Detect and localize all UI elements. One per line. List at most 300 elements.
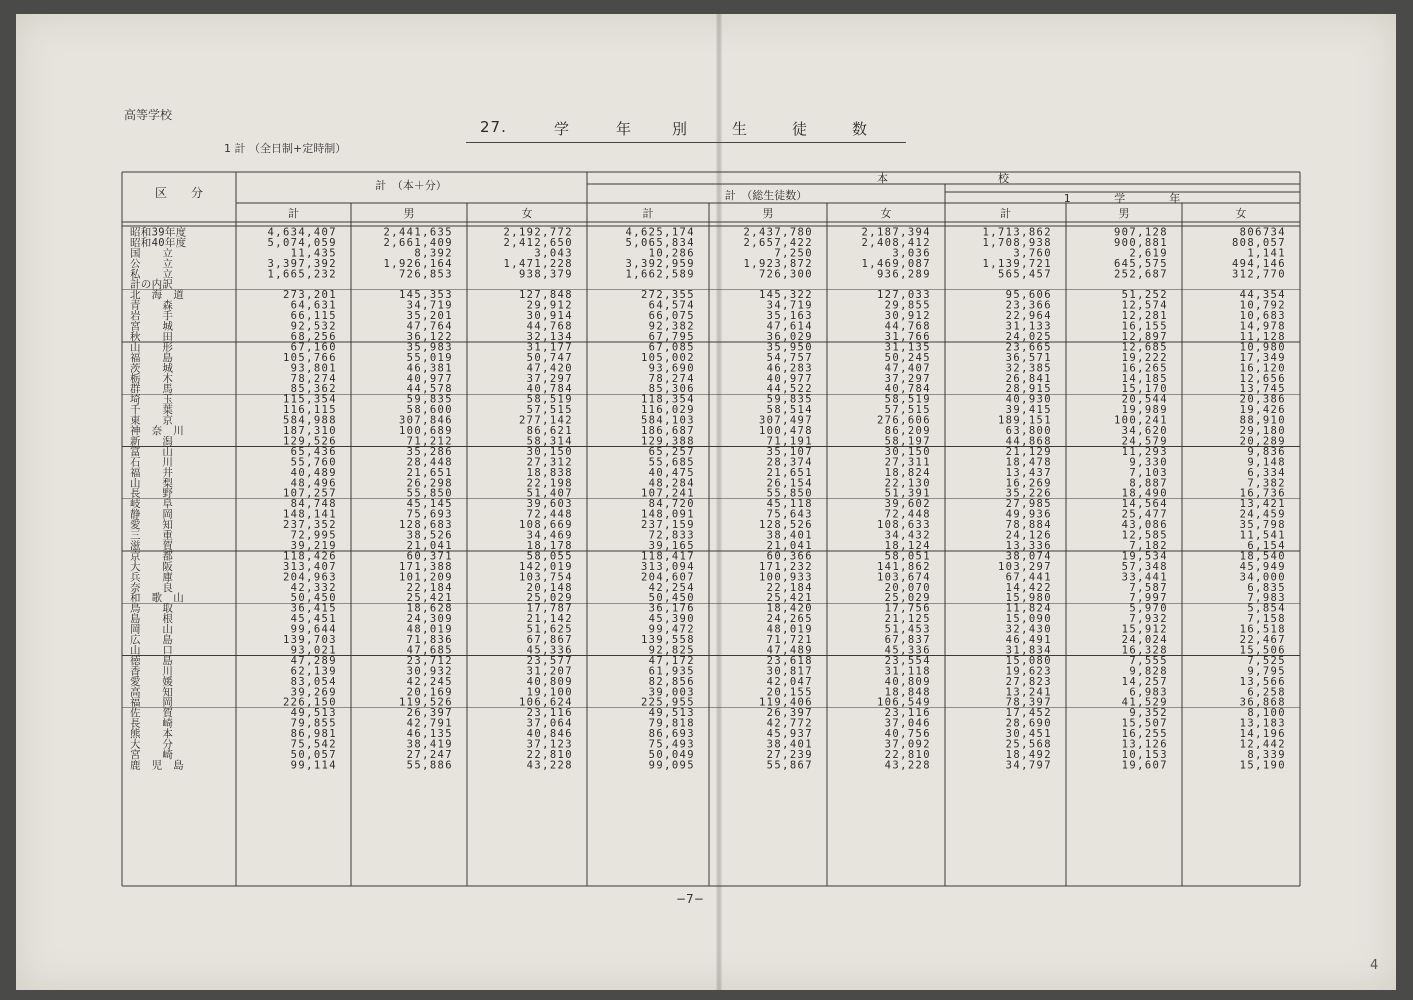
cell-value: 6,258 xyxy=(1247,686,1286,699)
subheader-total: 計 xyxy=(642,207,654,220)
row-label: 岩 手 xyxy=(130,310,174,323)
cell-value: 84,720 xyxy=(648,498,695,511)
cell-value: 86,209 xyxy=(884,425,931,437)
cell-value: 119,406 xyxy=(758,696,813,709)
cell-value: 58,314 xyxy=(526,435,573,448)
cell-value: 6,983 xyxy=(1129,686,1168,699)
cell-value: 35,950 xyxy=(766,341,813,354)
cell-value: 5,854 xyxy=(1247,602,1286,615)
cell-value: 48,496 xyxy=(290,477,337,490)
cell-value: 34,469 xyxy=(526,529,573,542)
cell-value: 23,554 xyxy=(884,654,931,667)
cell-value: 17,452 xyxy=(1005,707,1052,720)
cell-value: 99,095 xyxy=(648,759,695,772)
subheader-female: 女 xyxy=(880,207,892,220)
cell-value: 38,419 xyxy=(406,738,453,751)
row-label: 昭和40年度 xyxy=(130,236,187,249)
cell-value: 22,130 xyxy=(884,477,931,490)
cell-value: 11,435 xyxy=(290,247,337,260)
cell-value: 48,019 xyxy=(406,623,453,636)
cell-value: 40,977 xyxy=(406,372,453,385)
cell-value: 8,887 xyxy=(1129,477,1168,490)
cell-value: 43,228 xyxy=(884,759,931,772)
cell-value: 18,178 xyxy=(526,539,573,552)
cell-value: 45,390 xyxy=(648,613,695,626)
cell-value: 11,824 xyxy=(1005,602,1052,615)
cell-value: 47,289 xyxy=(290,654,337,667)
cell-value: 75,542 xyxy=(290,738,337,751)
cell-value: 36,122 xyxy=(406,330,453,343)
cell-value: 32,385 xyxy=(1005,362,1052,375)
cell-value: 45,949 xyxy=(1239,560,1286,573)
cell-value: 83,054 xyxy=(290,675,337,688)
row-label: 昭和39年度 xyxy=(130,226,187,239)
cell-value: 10,792 xyxy=(1239,299,1286,312)
cell-value: 27,247 xyxy=(406,748,453,761)
cell-value: 12,442 xyxy=(1239,738,1286,751)
cell-value: 100,933 xyxy=(758,571,813,584)
cell-value: 808,057 xyxy=(1231,236,1286,249)
title-char: 27. xyxy=(480,118,507,136)
cell-value: 42,245 xyxy=(406,675,453,688)
cell-value: 39,165 xyxy=(648,539,695,552)
cell-value: 21,142 xyxy=(526,613,573,626)
cell-value: 7,250 xyxy=(774,247,813,260)
cell-value: 28,690 xyxy=(1005,717,1052,730)
cell-value: 237,159 xyxy=(640,519,695,532)
cell-value: 55,760 xyxy=(290,456,337,469)
cell-value: 128,683 xyxy=(398,519,453,532)
cell-value: 36,868 xyxy=(1239,696,1286,709)
cell-value: 15,980 xyxy=(1005,592,1052,605)
cell-value: 20,386 xyxy=(1239,393,1286,406)
cell-value: 565,457 xyxy=(997,268,1052,281)
row-label: 徳 島 xyxy=(130,654,174,667)
cell-value: 1,708,938 xyxy=(982,236,1052,249)
cell-value: 21,129 xyxy=(1005,445,1052,458)
cell-value: 225,955 xyxy=(640,696,695,709)
row-label: 和 歌 山 xyxy=(130,592,184,605)
title-char: 学 xyxy=(554,120,571,138)
cell-value: 72,833 xyxy=(648,529,695,542)
title-char: 生 xyxy=(732,120,749,138)
cell-value: 49,936 xyxy=(1005,508,1052,521)
cell-value: 204,963 xyxy=(282,571,337,584)
cell-value: 93,801 xyxy=(290,362,337,375)
header-total-group: 計 （本＋分） xyxy=(375,179,447,192)
cell-value: 307,846 xyxy=(398,414,453,427)
cell-value: 15,506 xyxy=(1239,644,1286,657)
cell-value: 30,150 xyxy=(526,445,573,458)
cell-value: 18,540 xyxy=(1239,550,1286,563)
cell-value: 19,534 xyxy=(1121,550,1168,563)
cell-value: 139,703 xyxy=(282,634,337,646)
cell-value: 494,146 xyxy=(1231,257,1286,270)
row-label: 熊 本 xyxy=(130,728,174,741)
cell-value: 15,912 xyxy=(1121,623,1168,636)
cell-value: 103,674 xyxy=(876,571,931,584)
subheader-female: 女 xyxy=(1235,207,1247,220)
cell-value: 726,853 xyxy=(398,268,453,281)
cell-value: 45,118 xyxy=(766,498,813,511)
cell-value: 42,047 xyxy=(766,675,813,688)
row-label: 大 分 xyxy=(130,738,174,751)
cell-value: 40,784 xyxy=(884,383,931,396)
cell-value: 22,467 xyxy=(1239,634,1286,646)
cell-value: 148,091 xyxy=(640,508,695,521)
cell-value: 127,033 xyxy=(876,289,931,302)
cell-value: 7,555 xyxy=(1129,654,1168,667)
cell-value: 4,625,174 xyxy=(625,226,695,239)
cell-value: 50,450 xyxy=(648,592,695,605)
cell-value: 86,693 xyxy=(648,728,695,741)
cell-value: 9,330 xyxy=(1129,456,1168,469)
cell-value: 60,371 xyxy=(406,550,453,563)
cell-value: 18,848 xyxy=(884,686,931,699)
cell-value: 30,932 xyxy=(406,665,453,678)
cell-value: 16,736 xyxy=(1239,487,1286,500)
cell-value: 55,685 xyxy=(648,456,695,469)
row-label: 広 島 xyxy=(130,634,174,646)
cell-value: 35,163 xyxy=(766,310,813,323)
cell-value: 79,855 xyxy=(290,717,337,730)
header-division: 区 分 xyxy=(154,186,204,200)
cell-value: 7,103 xyxy=(1129,466,1168,479)
cell-value: 4,634,407 xyxy=(267,226,337,239)
subheader-female: 女 xyxy=(521,207,533,220)
cell-value: 10,286 xyxy=(648,247,695,260)
cell-value: 30,150 xyxy=(884,445,931,458)
cell-value: 9,836 xyxy=(1247,445,1286,458)
cell-value: 23,665 xyxy=(1005,341,1052,354)
cell-value: 50,245 xyxy=(884,351,931,364)
cell-value: 55,850 xyxy=(766,487,813,500)
cell-value: 36,571 xyxy=(1005,351,1052,364)
cell-value: 22,198 xyxy=(526,477,573,490)
cell-value: 12,585 xyxy=(1121,529,1168,542)
cell-value: 12,574 xyxy=(1121,299,1168,312)
cell-value: 101,209 xyxy=(398,571,453,584)
row-label: 鳥 取 xyxy=(130,602,174,615)
row-label: 新 潟 xyxy=(130,435,174,448)
row-label: 秋 田 xyxy=(130,330,174,343)
cell-value: 36,176 xyxy=(648,602,695,615)
cell-value: 103,754 xyxy=(518,571,573,584)
cell-value: 47,685 xyxy=(406,644,453,657)
cell-value: 17,756 xyxy=(884,602,931,615)
cell-value: 64,574 xyxy=(648,299,695,312)
cell-value: 62,139 xyxy=(290,665,337,678)
cell-value: 85,362 xyxy=(290,383,337,396)
cell-value: 51,453 xyxy=(884,623,931,636)
cell-value: 39,602 xyxy=(884,498,931,511)
cell-value: 13,126 xyxy=(1121,738,1168,751)
cell-value: 100,241 xyxy=(1113,414,1168,427)
cell-value: 31,834 xyxy=(1005,644,1052,657)
cell-value: 34,719 xyxy=(406,299,453,312)
cell-value: 38,074 xyxy=(1005,550,1052,563)
cell-value: 39,603 xyxy=(526,498,573,511)
cell-value: 88,910 xyxy=(1239,414,1286,427)
cell-value: 71,191 xyxy=(766,435,813,448)
cell-value: 20,155 xyxy=(766,686,813,699)
cell-value: 55,019 xyxy=(406,351,453,364)
cell-value: 13,183 xyxy=(1239,717,1286,730)
cell-value: 7,525 xyxy=(1247,654,1286,667)
cell-value: 145,353 xyxy=(398,289,453,302)
cell-value: 3,760 xyxy=(1013,247,1052,260)
cell-value: 37,092 xyxy=(884,738,931,751)
cell-value: 50,747 xyxy=(526,351,573,364)
cell-value: 14,185 xyxy=(1121,372,1168,385)
cell-value: 15,080 xyxy=(1005,654,1052,667)
cell-value: 3,036 xyxy=(892,247,931,260)
cell-value: 50,049 xyxy=(648,748,695,761)
cell-value: 71,212 xyxy=(406,435,453,448)
cell-value: 64,631 xyxy=(290,299,337,312)
cell-value: 45,145 xyxy=(406,498,453,511)
cell-value: 26,154 xyxy=(766,477,813,490)
cell-value: 1,665,232 xyxy=(267,268,337,281)
cell-value: 14,422 xyxy=(1005,581,1052,594)
cell-value: 23,116 xyxy=(526,707,573,720)
cell-value: 106,624 xyxy=(518,696,573,709)
cell-value: 6,334 xyxy=(1247,466,1286,479)
cell-value: 47,489 xyxy=(766,644,813,657)
cell-value: 10,980 xyxy=(1239,341,1286,354)
cell-value: 3,397,392 xyxy=(267,257,337,270)
cell-value: 21,125 xyxy=(884,613,931,626)
cell-value: 44,868 xyxy=(1005,435,1052,448)
row-label: 島 根 xyxy=(130,613,174,626)
cell-value: 34,000 xyxy=(1239,571,1286,584)
cell-value: 14,978 xyxy=(1239,320,1286,333)
cell-value: 58,197 xyxy=(884,435,931,448)
row-label: 静 岡 xyxy=(130,508,174,521)
cell-value: 103,297 xyxy=(997,560,1052,573)
cell-value: 40,756 xyxy=(884,728,931,741)
cell-value: 95,606 xyxy=(1005,289,1052,302)
cell-value: 35,983 xyxy=(406,341,453,354)
cell-value: 93,690 xyxy=(648,362,695,375)
row-label: 愛 知 xyxy=(130,519,174,532)
cell-value: 30,914 xyxy=(526,310,573,323)
cell-value: 17,787 xyxy=(526,602,573,615)
cell-value: 84,748 xyxy=(290,498,337,511)
subheader-male: 男 xyxy=(1118,207,1130,220)
row-label: 埼 玉 xyxy=(130,393,174,406)
cell-value: 19,426 xyxy=(1239,404,1286,417)
cell-value: 45,336 xyxy=(884,644,931,657)
cell-value: 12,656 xyxy=(1239,372,1286,385)
cell-value: 171,232 xyxy=(758,560,813,573)
cell-value: 34,719 xyxy=(766,299,813,312)
cell-value: 20,289 xyxy=(1239,435,1286,448)
cell-value: 7,587 xyxy=(1129,581,1168,594)
cell-value: 85,306 xyxy=(648,383,695,396)
cell-value: 16,265 xyxy=(1121,362,1168,375)
cell-value: 313,407 xyxy=(282,560,337,573)
cell-value: 100,478 xyxy=(758,425,813,437)
cell-value: 3,392,959 xyxy=(625,257,695,270)
cell-value: 119,526 xyxy=(398,696,453,709)
cell-value: 47,614 xyxy=(766,320,813,333)
cell-value: 273,201 xyxy=(282,289,337,302)
cell-value: 25,477 xyxy=(1121,508,1168,521)
cell-value: 35,798 xyxy=(1239,519,1286,532)
cell-value: 26,298 xyxy=(406,477,453,490)
cell-value: 65,257 xyxy=(648,445,695,458)
cell-value: 1,923,872 xyxy=(743,257,813,270)
cell-value: 66,075 xyxy=(648,310,695,323)
cell-value: 60,366 xyxy=(766,550,813,563)
cell-value: 129,388 xyxy=(640,435,695,448)
cell-value: 71,836 xyxy=(406,634,453,646)
row-label: 群 馬 xyxy=(130,383,174,396)
row-label: 奈 良 xyxy=(130,581,174,594)
cell-value: 31,133 xyxy=(1005,320,1052,333)
cell-value: 45,336 xyxy=(526,644,573,657)
cell-value: 141,862 xyxy=(876,560,931,573)
cell-value: 46,135 xyxy=(406,728,453,741)
cell-value: 50,450 xyxy=(290,592,337,605)
row-label: 公 立 xyxy=(130,257,174,270)
cell-value: 42,332 xyxy=(290,581,337,594)
cell-value: 118,354 xyxy=(640,393,695,406)
cell-value: 13,437 xyxy=(1005,466,1052,479)
cell-value: 13,745 xyxy=(1239,383,1286,396)
row-label: 愛 媛 xyxy=(130,675,174,688)
cell-value: 35,107 xyxy=(766,445,813,458)
cell-value: 46,283 xyxy=(766,362,813,375)
cell-value: 8,339 xyxy=(1247,748,1286,761)
cell-value: 33,441 xyxy=(1121,571,1168,584)
cell-value: 100,689 xyxy=(398,425,453,437)
cell-value: 55,850 xyxy=(406,487,453,500)
cell-value: 75,493 xyxy=(648,738,695,751)
cell-value: 142,019 xyxy=(518,560,573,573)
cell-value: 34,797 xyxy=(1005,759,1052,772)
cell-value: 29,180 xyxy=(1239,425,1286,437)
cell-value: 22,184 xyxy=(406,581,453,594)
cell-value: 22,810 xyxy=(526,748,573,761)
cell-value: 18,420 xyxy=(766,602,813,615)
cell-value: 47,420 xyxy=(526,362,573,375)
cell-value: 32,134 xyxy=(526,330,573,343)
cell-value: 237,352 xyxy=(282,519,337,532)
cell-value: 18,824 xyxy=(884,466,931,479)
cell-value: 19,100 xyxy=(526,686,573,699)
row-label: 岡 山 xyxy=(130,623,174,636)
cell-value: 938,379 xyxy=(518,268,573,281)
cell-value: 307,497 xyxy=(758,414,813,427)
cell-value: 16,120 xyxy=(1239,362,1286,375)
cell-value: 18,478 xyxy=(1005,456,1052,469)
cell-value: 55,867 xyxy=(766,759,813,772)
cell-value: 186,687 xyxy=(640,425,695,437)
cell-value: 67,795 xyxy=(648,330,695,343)
cell-value: 92,382 xyxy=(648,320,695,333)
cell-value: 44,768 xyxy=(884,320,931,333)
cell-value: 148,141 xyxy=(282,508,337,521)
cell-value: 900,881 xyxy=(1113,236,1168,249)
cell-value: 277,142 xyxy=(518,414,573,427)
cell-value: 20,148 xyxy=(526,581,573,594)
cell-value: 44,354 xyxy=(1239,289,1286,302)
cell-value: 9,795 xyxy=(1247,665,1286,678)
cell-value: 8,100 xyxy=(1247,707,1286,720)
row-label: 山 梨 xyxy=(130,477,174,490)
cell-value: 13,241 xyxy=(1005,686,1052,699)
cell-value: 24,459 xyxy=(1239,508,1286,521)
cell-value: 14,257 xyxy=(1121,675,1168,688)
cell-value: 28,915 xyxy=(1005,383,1052,396)
cell-value: 27,985 xyxy=(1005,498,1052,511)
cell-value: 47,764 xyxy=(406,320,453,333)
cell-value: 40,930 xyxy=(1005,393,1052,406)
cell-value: 44,522 xyxy=(766,383,813,396)
row-label: 岐 阜 xyxy=(130,498,174,511)
cell-value: 312,770 xyxy=(1231,268,1286,281)
cell-value: 127,848 xyxy=(518,289,573,302)
cell-value: 99,114 xyxy=(290,759,337,772)
cell-value: 38,401 xyxy=(766,738,813,751)
cell-value: 11,541 xyxy=(1239,529,1286,542)
cell-value: 34,432 xyxy=(884,529,931,542)
cell-value: 25,029 xyxy=(526,592,573,605)
cell-value: 24,579 xyxy=(1121,435,1168,448)
cell-value: 2,412,650 xyxy=(503,236,573,249)
cell-value: 23,577 xyxy=(526,654,573,667)
cell-value: 45,937 xyxy=(766,728,813,741)
cell-value: 1,713,862 xyxy=(982,226,1052,239)
subheader-total: 計 xyxy=(288,207,299,220)
cell-value: 16,518 xyxy=(1239,623,1286,636)
cell-value: 72,448 xyxy=(884,508,931,521)
cell-value: 252,687 xyxy=(1113,268,1168,281)
cell-value: 107,257 xyxy=(282,487,337,500)
row-label: 神 奈 川 xyxy=(130,425,184,437)
cell-value: 31,207 xyxy=(526,665,573,678)
cell-value: 78,274 xyxy=(290,372,337,385)
cell-value: 65,436 xyxy=(290,445,337,458)
cell-value: 23,712 xyxy=(406,654,453,667)
cell-value: 72,448 xyxy=(526,508,573,521)
cell-value: 118,417 xyxy=(640,550,695,563)
cell-value: 36,029 xyxy=(766,330,813,343)
row-label: 茨 城 xyxy=(130,362,174,375)
cell-value: 2,408,412 xyxy=(861,236,931,249)
cell-value: 86,981 xyxy=(290,728,337,741)
cell-value: 105,766 xyxy=(282,351,337,364)
cell-value: 68,256 xyxy=(290,330,337,343)
cell-value: 26,841 xyxy=(1005,372,1052,385)
cell-value: 24,126 xyxy=(1005,529,1052,542)
cell-value: 26,397 xyxy=(766,707,813,720)
header-total-students: 計 （総生徒数） xyxy=(724,189,808,202)
cell-value: 34,620 xyxy=(1121,425,1168,437)
row-label: 東 京 xyxy=(130,414,174,427)
cell-value: 31,118 xyxy=(884,665,931,678)
cell-value: 1,139,721 xyxy=(982,257,1052,270)
cell-value: 46,381 xyxy=(406,362,453,375)
cell-value: 16,155 xyxy=(1121,320,1168,333)
row-label: 鹿 児 島 xyxy=(130,759,184,772)
cell-value: 12,281 xyxy=(1121,310,1168,323)
cell-value: 13,336 xyxy=(1005,539,1052,552)
cell-value: 3,043 xyxy=(534,247,573,260)
cell-value: 24,024 xyxy=(1121,634,1168,646)
